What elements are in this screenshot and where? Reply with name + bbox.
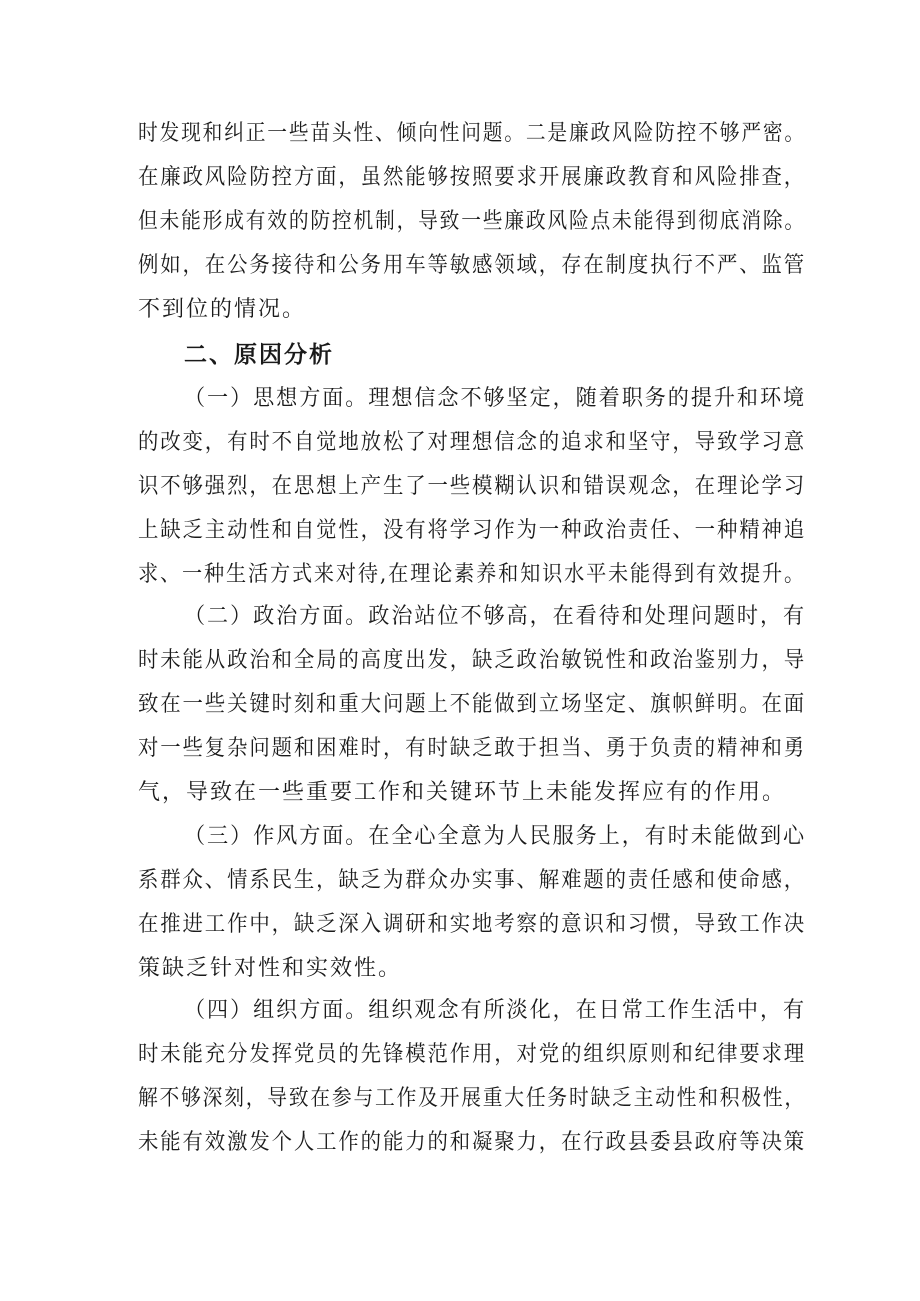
text-line: 策缺乏针对性和实效性。: [138, 956, 403, 981]
text-line: 例如，在公务接待和公务用车等敏感领域，存在制度执行不严、监管: [138, 253, 807, 278]
text-line: 时发现和纠正一些苗头性、倾向性问题。二是廉政风险防控不够严密。: [138, 121, 806, 146]
text-line: 致在一些关键时刻和重大问题上不能做到立场坚定、旗帜鲜明。在面: [138, 692, 807, 717]
section-heading: 二、原因分析: [184, 342, 334, 368]
text-line: （二）政治方面。政治站位不够高，在看待和处理问题时，有: [184, 604, 807, 629]
text-line: 未能有效激发个人工作的能力的和凝聚力，在行政县委县政府等决策: [138, 1130, 807, 1155]
text-line: 时未能从政治和全局的高度出发，缺乏政治敏锐性和政治鉴别力，导: [138, 648, 807, 673]
text-line: 上缺乏主动性和自觉性，没有将学习作为一种政治责任、一种精神追: [138, 518, 807, 543]
text-line: 在推进工作中，缺乏深入调研和实地考察的意识和习惯，导致工作决: [138, 912, 807, 937]
text-line: （一）思想方面。理想信念不够坚定，随着职务的提升和环境: [184, 386, 807, 411]
text-line: 气，导致在一些重要工作和关键环节上未能发挥应有的作用。: [138, 780, 787, 805]
text-line: 求、一种生活方式来对待,在理论素养和知识水平未能得到有效提升。: [138, 562, 806, 587]
text-line: 但未能形成有效的防控机制，导致一些廉政风险点未能得到彻底消除。: [138, 209, 806, 234]
text-line: 识不够强烈，在思想上产生了一些模糊认识和错误观念，在理论学习: [138, 474, 807, 499]
text-line: 解不够深刻，导致在参与工作及开展重大任务时缺乏主动性和积极性，: [138, 1086, 806, 1111]
text-line: 系群众、情系民生，缺乏为群众办实事、解难题的责任感和使命感，: [138, 868, 807, 893]
text-line: 的改变，有时不自觉地放松了对理想信念的追求和坚守，导致学习意: [138, 430, 807, 455]
text-line: 不到位的情况。: [138, 297, 307, 322]
text-line: （三）作风方面。在全心全意为人民服务上，有时未能做到心: [184, 824, 807, 849]
text-line: 对一些复杂问题和困难时，有时缺乏敢于担当、勇于负责的精神和勇: [138, 736, 807, 761]
text-line: 时未能充分发挥党员的先锋模范作用，对党的组织原则和纪律要求理: [138, 1042, 807, 1067]
text-line: 在廉政风险防控方面，虽然能够按照要求开展廉政教育和风险排查，: [138, 165, 807, 190]
text-line: （四）组织方面。组织观念有所淡化，在日常工作生活中，有: [184, 998, 807, 1023]
